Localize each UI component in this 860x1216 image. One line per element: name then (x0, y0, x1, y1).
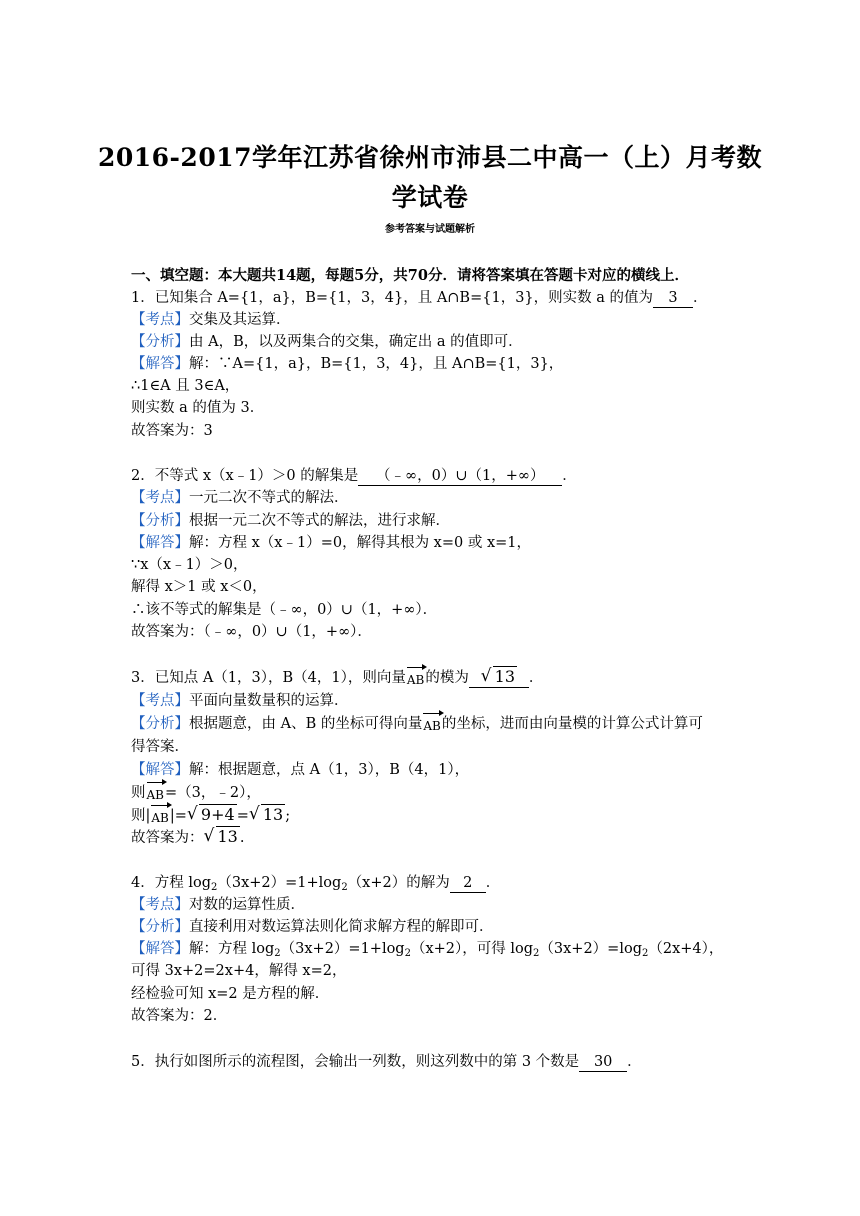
q3-jieda (131, 760, 469, 780)
q2-fenxi (131, 511, 450, 531)
fenxi-text-2: 的坐标，进而由向量模的计算公式计算可 (441, 716, 703, 732)
q4-step-1: 可得 3x+2=2x+4，解得 x=2， (131, 963, 347, 979)
question-1 (131, 288, 708, 308)
sqrt-expression: √ 13 (248, 804, 284, 824)
subscript: 2 (404, 948, 411, 959)
kaodian-text: 一元二次不等式的解法． (189, 490, 349, 506)
q2-step-2: 解得 x＞1 或 x＜0， (131, 579, 267, 595)
q4-kaodian (131, 895, 305, 915)
question-3 (131, 668, 543, 688)
punct: ． (693, 290, 708, 306)
question-text: 1．已知集合 A={1，a}，B={1，3，4}，且 A∩B={1，3}，则实数 a 的值为 (131, 290, 654, 306)
radicand: 13 (494, 667, 516, 686)
punct: . (239, 830, 245, 846)
sqrt-expression: √ 13 (480, 666, 516, 686)
jieda-text-4: （3x+2）=log (539, 941, 642, 957)
subscript: 2 (341, 882, 348, 893)
tag-fenxi: 【分析】 (131, 334, 189, 350)
subscript: 2 (210, 882, 218, 893)
q4-fenxi (131, 917, 494, 937)
equals: = (236, 808, 249, 824)
fenxi-text: 由 A，B，以及两集合的交集，确定出 a 的值即可． (189, 334, 523, 350)
answer-blank: （﹣∞，0）∪（1，+∞） (358, 468, 562, 486)
q3-answer-line (131, 828, 244, 848)
jieda-text-2: （3x+2）=1+log (280, 941, 405, 957)
jieda-text-5: （2x+4）， (648, 941, 724, 957)
answer-blank (469, 668, 529, 688)
question-text-2: 的模为 (425, 670, 469, 686)
tag-fenxi: 【分析】 (131, 919, 189, 935)
punct: ． (562, 468, 577, 484)
question-text-3: （x+2）的解为 (347, 875, 450, 891)
tag-kaodian: 【考点】 (131, 897, 189, 913)
title-line-2: 学试卷 (391, 183, 469, 212)
question-5 (131, 1052, 642, 1072)
subtitle: 参考答案与试题解析 (385, 224, 475, 235)
subscript: 2 (533, 948, 540, 959)
sqrt-expression: √ 13 (203, 826, 238, 846)
punct: ; (285, 808, 291, 824)
q3-fenxi-cont: 得答案． (131, 739, 189, 755)
q2-step-1: ∵x（x﹣1）＞0， (131, 557, 248, 573)
section-heading: 一、填空题：本大题共14题，每题5分，共70分．请将答案填在答题卡对应的横线上． (131, 267, 689, 284)
answer-blank: 2 (450, 875, 486, 893)
q4-step-2: 经检验可知 x=2 是方程的解． (131, 986, 330, 1002)
question-text-2: （3x+2）=1+log (217, 875, 342, 891)
subscript: 2 (274, 948, 281, 959)
fenxi-text: 根据题意，由 A、B 的坐标可得向量 (189, 716, 423, 732)
question-2 (131, 466, 577, 486)
q3-fenxi (131, 714, 703, 734)
kaodian-text: 对数的运算性质． (189, 897, 305, 913)
q2-kaodian (131, 488, 349, 508)
punct: ． (485, 875, 501, 891)
jieda-text-3: （x+2），可得 log (410, 941, 534, 957)
step-text: 则 (131, 785, 146, 801)
step-text: 则| (131, 808, 151, 824)
answer-blank: 3 (653, 290, 693, 308)
vector-ab: AB (422, 716, 441, 736)
q1-jieda (131, 354, 563, 374)
question-text: 2．不等式 x（x﹣1）＞0 的解集是 (131, 468, 359, 484)
tag-fenxi: 【分析】 (131, 716, 189, 732)
jieda-text: 解：∵A={1，a}，B={1，3，4}，且 A∩B={1，3}， (189, 356, 564, 372)
q3-step-2 (131, 806, 290, 826)
step-text-2: |= (169, 808, 187, 824)
kaodian-text: 交集及其运算． (189, 312, 291, 328)
q1-answer-line: 故答案为：3 (131, 423, 213, 439)
vector-ab: AB (406, 670, 425, 690)
kaodian-text: 平面向量数量积的运算． (189, 693, 349, 709)
tag-kaodian: 【考点】 (131, 693, 189, 709)
title-line-1: 2016-2017学年江苏省徐州市沛县二中高一（上）月考数 (97, 143, 763, 172)
tag-fenxi: 【分析】 (131, 513, 189, 529)
tag-jieda: 【解答】 (131, 941, 189, 957)
radicand: 13 (217, 827, 238, 846)
q2-answer-line: 故答案为：（﹣∞，0）∪（1，+∞）． (131, 624, 372, 640)
q2-jieda (131, 533, 531, 553)
q1-step-2: 则实数 a 的值为 3． (131, 400, 265, 416)
q3-step-1 (131, 783, 261, 803)
q1-kaodian (131, 310, 291, 330)
vector-ab: AB (150, 808, 169, 828)
tag-kaodian: 【考点】 (131, 312, 189, 328)
tag-jieda: 【解答】 (131, 762, 189, 778)
punct: ． (528, 670, 544, 686)
question-text: 5．执行如图所示的流程图，会输出一列数，则这列数中的第 3 个数是 (131, 1054, 580, 1070)
step-text: 故答案为： (131, 830, 204, 846)
tag-jieda: 【解答】 (131, 356, 189, 372)
fenxi-text: 直接利用对数运算法则化简求解方程的解即可． (189, 919, 494, 935)
answer-blank: 30 (579, 1054, 627, 1072)
radicand: 13 (262, 805, 284, 824)
q1-fenxi (131, 332, 523, 352)
radicand: 9+4 (200, 805, 235, 824)
question-text: 3．已知点 A（1，3），B（4，1），则向量 (131, 670, 406, 686)
fenxi-text: 根据一元二次不等式的解法，进行求解． (189, 513, 450, 529)
q1-step-1: ∴1∈A 且 3∈A， (131, 378, 240, 394)
tag-kaodian: 【考点】 (131, 490, 189, 506)
jieda-text: 解：根据题意，点 A（1，3），B（4，1）， (189, 762, 470, 778)
tag-jieda: 【解答】 (131, 535, 189, 551)
q4-answer-line: 故答案为：2． (131, 1008, 228, 1024)
subscript: 2 (641, 948, 649, 959)
jieda-text: 解：方程 x（x﹣1）=0，解得其根为 x=0 或 x=1， (189, 535, 531, 551)
punct: ． (627, 1054, 642, 1070)
q3-kaodian (131, 691, 349, 711)
step-text-2: =（3，﹣2）， (164, 785, 261, 801)
jieda-text: 解：方程 log (189, 941, 275, 957)
sqrt-expression: √ 9+4 (186, 804, 235, 824)
q2-step-3: ∴该不等式的解集是（﹣∞，0）∪（1，+∞）． (131, 602, 438, 618)
vector-ab: AB (146, 785, 165, 805)
question-text: 4．方程 log (131, 875, 211, 891)
